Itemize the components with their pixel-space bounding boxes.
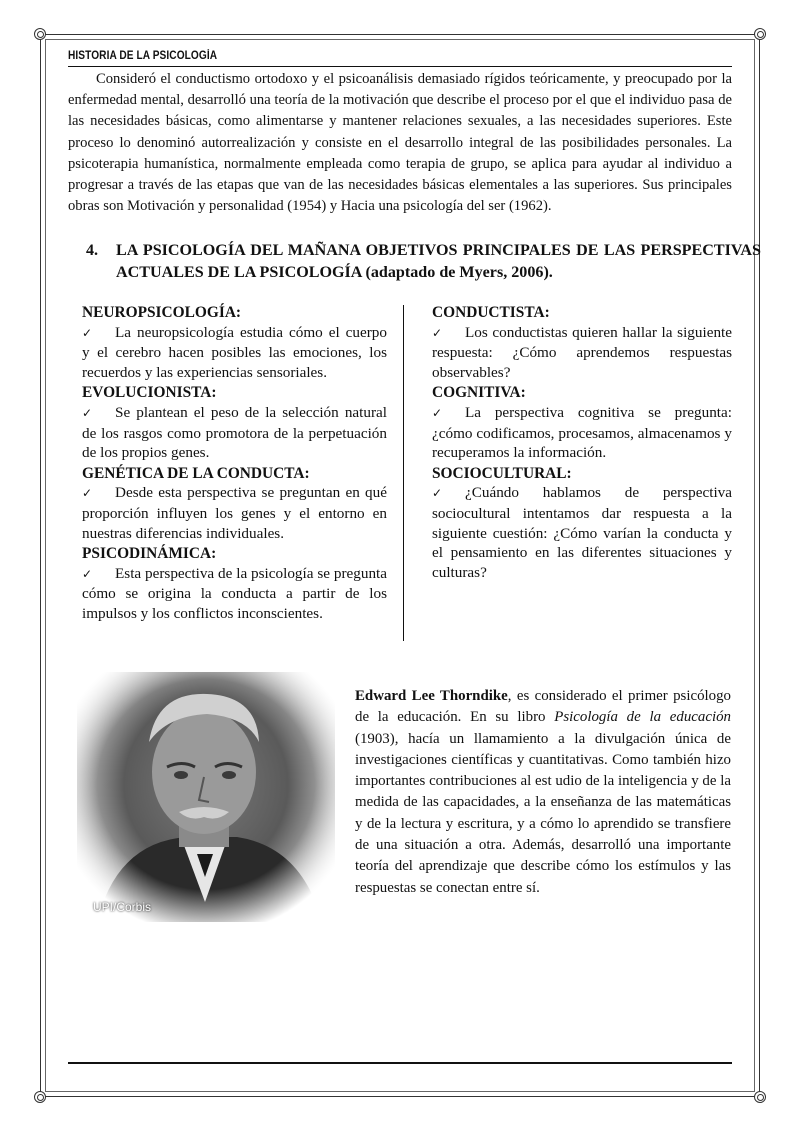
checkmark-icon: ✓ — [82, 486, 93, 501]
bio-book-title: Psicología de la educación — [554, 709, 731, 726]
perspective-description: ✓ Los conductistas quieren hallar la siguiente respuesta: ¿Cómo aprendemos respuestas observables? — [432, 323, 732, 381]
section-source: (adaptado de Myers, 2006). — [365, 264, 553, 281]
perspective-evolucionista — [82, 383, 387, 462]
perspective-heading: NEUROPSICOLOGÍA: — [82, 304, 242, 321]
perspective-description: ✓ La neuropsicología estudia cómo el cuerpo y el cerebro hacen posibles las emociones, los recuerdos y las experiencias sensoriales. — [82, 323, 387, 381]
checkmark-icon: ✓ — [82, 325, 93, 340]
header-rule — [68, 66, 732, 67]
perspective-genetica-conducta — [82, 464, 387, 543]
perspective-conductista — [432, 303, 732, 382]
checkmark-icon: ✓ — [432, 325, 443, 340]
thorndike-portrait-photo — [77, 672, 335, 922]
section-title: LA PSICOLOGÍA DEL MAÑANA OBJETIVOS PRINCIPALES DE LAS PERSPECTIVAS ACTUALES DE LA PSICOLOGÍA — [116, 242, 761, 281]
perspective-description: ✓ Desde esta perspectiva se preguntan en qué proporción influyen los genes y el entorno en nuestras diferencias individuales. — [82, 484, 387, 542]
perspective-heading: SOCIOCULTURAL: — [432, 464, 572, 482]
column-divider — [403, 305, 404, 641]
corner-ornament-top-right — [754, 28, 766, 40]
photo-credit: UPI/Corbis — [93, 900, 152, 914]
corner-ornament-top-left — [34, 28, 46, 40]
perspective-neuropsicologia — [82, 303, 387, 382]
perspective-psicodinamica — [82, 544, 387, 623]
perspective-heading: GENÉTICA DE LA CONDUCTA: — [82, 464, 310, 482]
perspective-heading: CONDUCTISTA: — [432, 304, 550, 321]
perspective-description: ✓ Esta perspectiva de la psicología se pregunta cómo se origina la conducta a partir de los impulsos y los conflictos inconscientes. — [82, 564, 387, 622]
perspective-description: ✓ ¿Cuándo hablamos de perspectiva sociocultural intentamos dar respuesta a la siguiente cuestión: ¿Cómo varían la conducta y el pensamiento en las diferentes situaciones y culturas? — [432, 484, 732, 581]
portrait-illustration — [77, 672, 335, 922]
intro-paragraph: Consideró el conductismo ortodoxo y el psicoanálisis demasiado rígidos teóricamente, y preocupado por la enfermedad mental, desarrolló una teoría de la motivación que describe el proceso por el que el individuo pasa de las necesidades básicas, como alimentarse y mantener relaciones sexuales, a las necesidades superiores. Este proceso lo denominó autorrealización y consiste en el desarrollo integral de las posibilidades personales. La psicoterapia humanística, normalmente empleada como terapia de grupo, se aplica para ayudar al individuo a progresar a través de las etapas que van de las necesidades básicas elementales a las superiores. Sus principales obras son Motivación y personalidad (1954) y Hacia una psicología del ser (1962). — [68, 71, 732, 215]
checkmark-icon: ✓ — [82, 566, 93, 581]
perspective-description: ✓ Se plantean el peso de la selección natural de los rasgos como promotora de la perpetuación de los propios genes. — [82, 403, 387, 462]
footer-rule — [68, 1062, 732, 1064]
perspective-sociocultural — [432, 464, 732, 583]
section-heading — [86, 240, 761, 284]
perspectives-right-column — [432, 303, 732, 583]
running-header: HISTORIA DE LA PSICOLOGÍA — [68, 50, 218, 62]
checkmark-icon: ✓ — [432, 486, 443, 501]
perspective-description: ✓ La perspectiva cognitiva se pregunta: ¿cómo codificamos, procesamos, almacenamos y recuperamos la información. — [432, 403, 732, 462]
checkmark-icon: ✓ — [432, 405, 443, 420]
thorndike-biography: Edward Lee Thorndike, es considerado el primer psicólogo de la educación. En su libro Psicología de la educación (1903), hacía un llamamiento a la divulgación única de investigaciones científicas y cuantitativas. Como también hizo importantes contribuciones al est udio de la inteligencia y de la medida de las capacidades, a la enseñanza de las matemáticas y de la lectura y escritura, y a cómo lo aprendido se transfiere de una situación a otra. Además, desarrolló una importante teoría del aprendizaje que describe cómo los estímulos y las respuestas se conectan entre sí. — [355, 688, 731, 896]
perspective-heading: COGNITIVA: — [432, 384, 526, 402]
perspectives-left-column — [82, 303, 387, 625]
perspective-heading: EVOLUCIONISTA: — [82, 384, 217, 402]
perspective-heading: PSICODINÁMICA: — [82, 545, 217, 563]
perspective-cognitiva — [432, 383, 732, 462]
corner-ornament-bottom-right — [754, 1091, 766, 1103]
corner-ornament-bottom-left — [34, 1091, 46, 1103]
bio-name: Edward Lee Thorndike — [355, 688, 508, 704]
section-number: 4. — [86, 242, 99, 259]
checkmark-icon: ✓ — [82, 405, 93, 420]
